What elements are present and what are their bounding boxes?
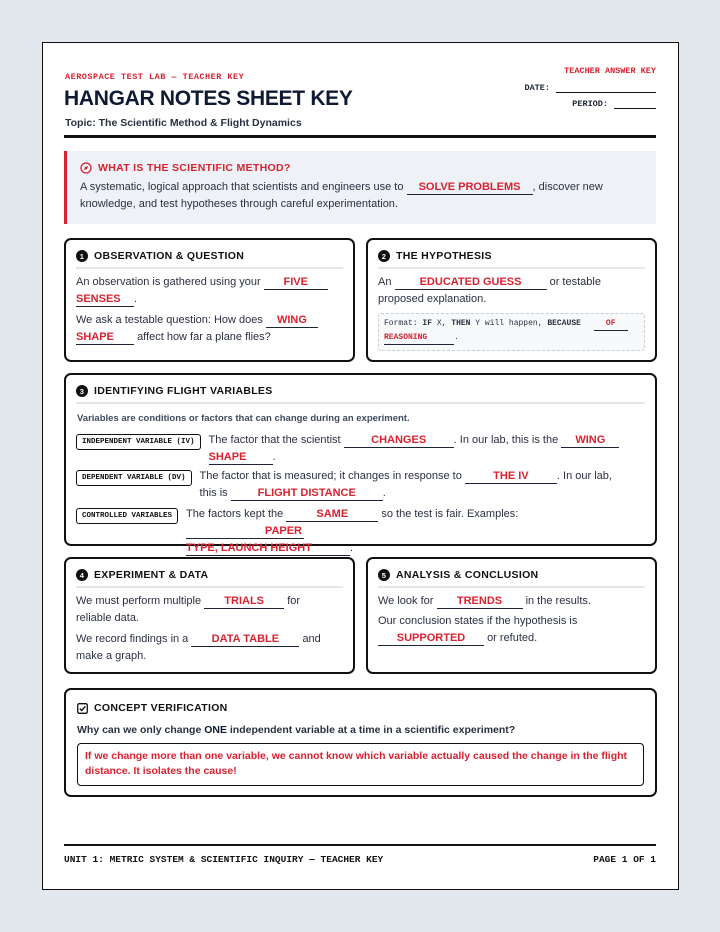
footer-page: PAGE 1 OF 1: [593, 854, 656, 865]
variables-section: [64, 373, 657, 554]
header-divider: [64, 135, 656, 138]
observation-section: [64, 238, 355, 362]
concept-verification-section: [64, 688, 657, 797]
answer-changes: CHANGES: [344, 433, 454, 448]
method-definition: [80, 179, 640, 213]
observation-heading: OBSERVATION & QUESTION: [94, 250, 245, 262]
answer-same: SAME: [286, 507, 378, 522]
answer-educated-guess: EDUCATED GUESS: [395, 275, 547, 290]
answer-reasoning: REASONING: [384, 332, 454, 345]
answer-flight-distance: FLIGHT DISTANCE: [231, 486, 383, 501]
variables-heading: IDENTIFYING FLIGHT VARIABLES: [94, 385, 273, 397]
answer-supported: SUPPORTED: [378, 631, 484, 646]
answer-of: OF: [594, 318, 628, 331]
hypothesis-text: An EDUCATED GUESS or testable proposed explanation.: [378, 276, 601, 305]
answer-paper: PAPER: [186, 524, 304, 539]
section-number-4: 4: [76, 569, 88, 581]
dv-tag: DEPENDENT VARIABLE (DV): [76, 470, 192, 486]
verification-answer-box: [77, 743, 644, 786]
controlled-variables-row: CONTROLLED VARIABLES The factors kept the SAME so the test is fair. Examples: PAPER TYPE, LAUNCH HEIGHT .: [76, 506, 645, 557]
date-label: DATE:: [524, 83, 550, 93]
method-text-3: knowledge, and test hypotheses through careful experimentation.: [80, 198, 398, 210]
hypothesis-section: [366, 238, 657, 362]
method-heading-row: [80, 162, 291, 174]
answer-trials: TRIALS: [204, 594, 284, 609]
worksheet-page: [42, 42, 679, 890]
period-label: PERIOD:: [572, 99, 608, 109]
analysis-heading: ANALYSIS & CONCLUSION: [396, 569, 539, 581]
section-number-5: 5: [378, 569, 390, 581]
analysis-text-1: We look for TRENDS in the results.: [378, 595, 591, 607]
period-field: [572, 99, 656, 109]
period-blank: [614, 101, 656, 109]
lab-label: AEROSPACE TEST LAB — TEACHER KEY: [65, 72, 245, 82]
answer-the-iv: THE IV: [465, 469, 557, 484]
method-text-2: , discover new: [532, 181, 603, 193]
experiment-text-2: We record findings in a DATA TABLE and make a graph.: [76, 633, 321, 662]
hypothesis-format-box: Format: IF X, THEN Y will happen, BECAUSE OF REASONING .: [378, 313, 645, 351]
variables-intro: Variables are conditions or factors that can change during an experiment.: [77, 413, 410, 424]
answer-type-launch-height: TYPE, LAUNCH HEIGHT: [186, 541, 350, 556]
compass-icon: [80, 162, 92, 174]
experiment-section: [64, 557, 355, 674]
answer-key-label: TEACHER ANSWER KEY: [564, 66, 656, 76]
verification-heading: CONCEPT VERIFICATION: [94, 702, 228, 714]
analysis-text-2: Our conclusion states if the hypothesis is SUPPORTED or refuted.: [378, 615, 578, 644]
observation-text-1: An observation is gathered using your FIVE SENSES .: [76, 274, 346, 308]
answer-five: FIVE: [264, 275, 328, 290]
method-callout: [64, 151, 656, 224]
answer-shape: SHAPE: [76, 330, 134, 345]
verification-heading-row: [77, 702, 228, 714]
independent-variable-row: INDEPENDENT VARIABLE (IV) The factor that the scientist CHANGES . In our lab, this is the WING SHAPE .: [76, 432, 645, 466]
answer-senses: SENSES: [76, 292, 134, 307]
section-number-1: 1: [76, 250, 88, 262]
method-text-1: A systematic, logical approach that scientists and engineers use to: [80, 181, 404, 193]
answer-trends: TRENDS: [437, 594, 523, 609]
analysis-section: [366, 557, 657, 674]
footer-unit: UNIT 1: METRIC SYSTEM & SCIENTIFIC INQUIRY — TEACHER KEY: [64, 854, 384, 865]
experiment-text-1: We must perform multiple TRIALS for reliable data.: [76, 595, 301, 624]
hypothesis-heading: THE HYPOTHESIS: [396, 250, 492, 262]
checkbox-icon: [77, 703, 88, 714]
section-number-3: 3: [76, 385, 88, 397]
answer-data-table: DATA TABLE: [191, 632, 299, 647]
method-heading: WHAT IS THE SCIENTIFIC METHOD?: [98, 162, 291, 174]
answer-wing: WING: [266, 313, 318, 328]
verification-question: Why can we only change ONE independent variable at a time in a scientific experiment?: [77, 724, 516, 736]
footer-divider: [64, 844, 656, 846]
section-number-2: 2: [378, 250, 390, 262]
date-field: [524, 83, 656, 93]
answer-iv-shape: SHAPE: [209, 450, 273, 465]
topic-line: Topic: The Scientific Method & Flight Dynamics: [65, 117, 302, 129]
dependent-variable-row: DEPENDENT VARIABLE (DV) The factor that is measured; it changes in response to THE IV . In our lab, this is FLIGHT DISTANCE .: [76, 468, 645, 502]
iv-tag: INDEPENDENT VARIABLE (IV): [76, 434, 201, 450]
verification-answer: If we change more than one variable, we cannot know which variable actually caused the change in the flight distance. It isolates the cause!: [85, 750, 628, 777]
page-title: HANGAR NOTES SHEET KEY: [64, 87, 353, 110]
date-blank: [556, 85, 656, 93]
observation-text-2: We ask a testable question: How does WING SHAPE affect how far a plane flies?: [76, 312, 346, 346]
answer-solve-problems: SOLVE PROBLEMS: [407, 180, 533, 195]
answer-iv-wing: WING: [561, 433, 619, 448]
experiment-heading: EXPERIMENT & DATA: [94, 569, 209, 581]
cv-tag: CONTROLLED VARIABLES: [76, 508, 178, 524]
